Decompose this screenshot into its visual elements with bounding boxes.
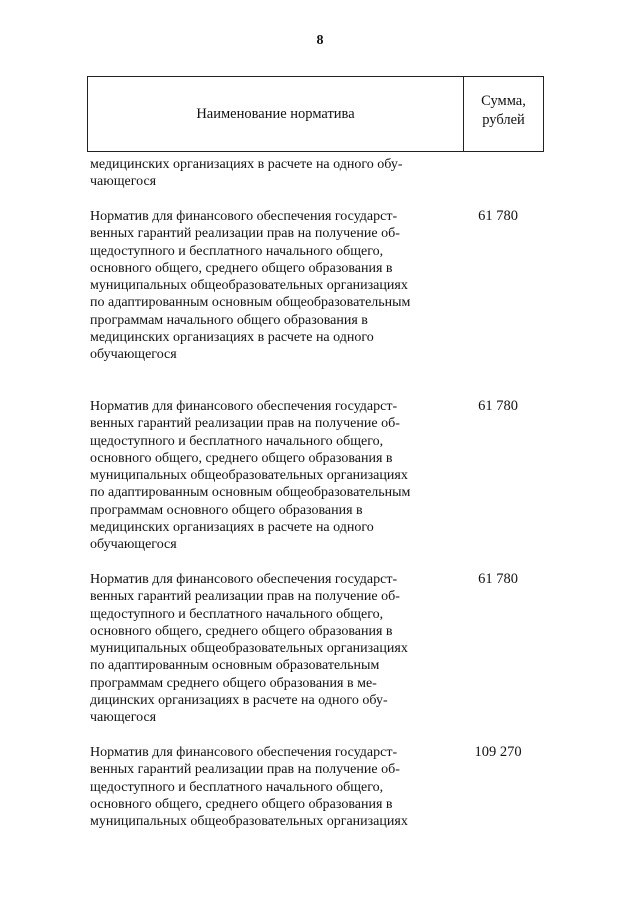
text-line: Норматив для финансового обеспечения государст-	[90, 209, 398, 224]
text-line: основного общего, среднего общего образования в	[90, 623, 393, 639]
text-line: щедоступного и бесплатного начального общего,	[90, 606, 384, 622]
text-line: Норматив для финансового обеспечения государст-	[90, 572, 398, 587]
header-sum-column	[464, 77, 543, 151]
text-line: муниципальных общеобразовательных организациях	[90, 278, 408, 294]
text-line: чающегося	[90, 710, 157, 726]
table-header	[87, 76, 544, 152]
text-line: муниципальных общеобразовательных организациях	[90, 814, 408, 830]
normative-amount: 61 780	[478, 571, 518, 587]
continuation-text	[90, 156, 446, 191]
text-line: муниципальных общеобразовательных организациях	[90, 641, 408, 657]
text-line: муниципальных общеобразовательных организациях	[90, 468, 408, 484]
text-line: щедоступного и бесплатного начального общего,	[90, 243, 384, 259]
text-line: венных гарантий реализации прав на получение об-	[90, 416, 400, 432]
header-name-column: Наименование норматива	[88, 77, 464, 151]
text-line: медицинских организациях в расчете на одного	[90, 520, 374, 536]
normative-entry	[90, 398, 446, 554]
text-line: по адаптированным основным образовательным	[90, 658, 380, 674]
text-line: основного общего, среднего общего образования в	[90, 260, 393, 276]
text-line: Норматив для финансового обеспечения государст-	[90, 745, 398, 760]
normative-amount: 61 780	[478, 398, 518, 414]
text-line: Норматив для финансового обеспечения государст-	[90, 399, 398, 414]
text-line: медицинских организациях в расчете на одного	[90, 330, 374, 346]
normative-entry	[90, 744, 446, 830]
page-number: 8	[316, 33, 324, 48]
text-line: венных гарантий реализации прав на получение об-	[90, 762, 400, 778]
normative-entry	[90, 571, 446, 727]
text-line: по адаптированным основным общеобразовательным	[90, 485, 411, 501]
normative-entry	[90, 208, 446, 364]
normative-amount: 109 270	[474, 744, 522, 760]
text-line: чающегося	[90, 174, 157, 190]
text-line: медицинских организациях в расчете на одного обу-	[90, 157, 403, 172]
text-line: венных гарантий реализации прав на получение об-	[90, 226, 400, 242]
text-line: венных гарантий реализации прав на получение об-	[90, 589, 400, 605]
normative-amount: 61 780	[478, 208, 518, 224]
text-line: программам среднего общего образования в ме-	[90, 675, 377, 691]
text-line: основного общего, среднего общего образования в	[90, 796, 393, 812]
text-line: обучающегося	[90, 537, 177, 553]
text-line: программам основного общего образования в	[90, 502, 363, 518]
text-line: по адаптированным основным общеобразовательным	[90, 295, 411, 311]
text-line: щедоступного и бесплатного начального общего,	[90, 433, 384, 449]
text-line: основного общего, среднего общего образования в	[90, 450, 393, 466]
text-line: программам начального общего образования в	[90, 312, 368, 328]
text-line: щедоступного и бесплатного начального общего,	[90, 779, 384, 795]
text-line: обучающегося	[90, 347, 177, 363]
header-sum-line2: рублей	[482, 112, 525, 128]
text-line: дицинских организациях в расчете на одного обу-	[90, 693, 388, 709]
header-sum-line1: Сумма,	[481, 93, 526, 109]
